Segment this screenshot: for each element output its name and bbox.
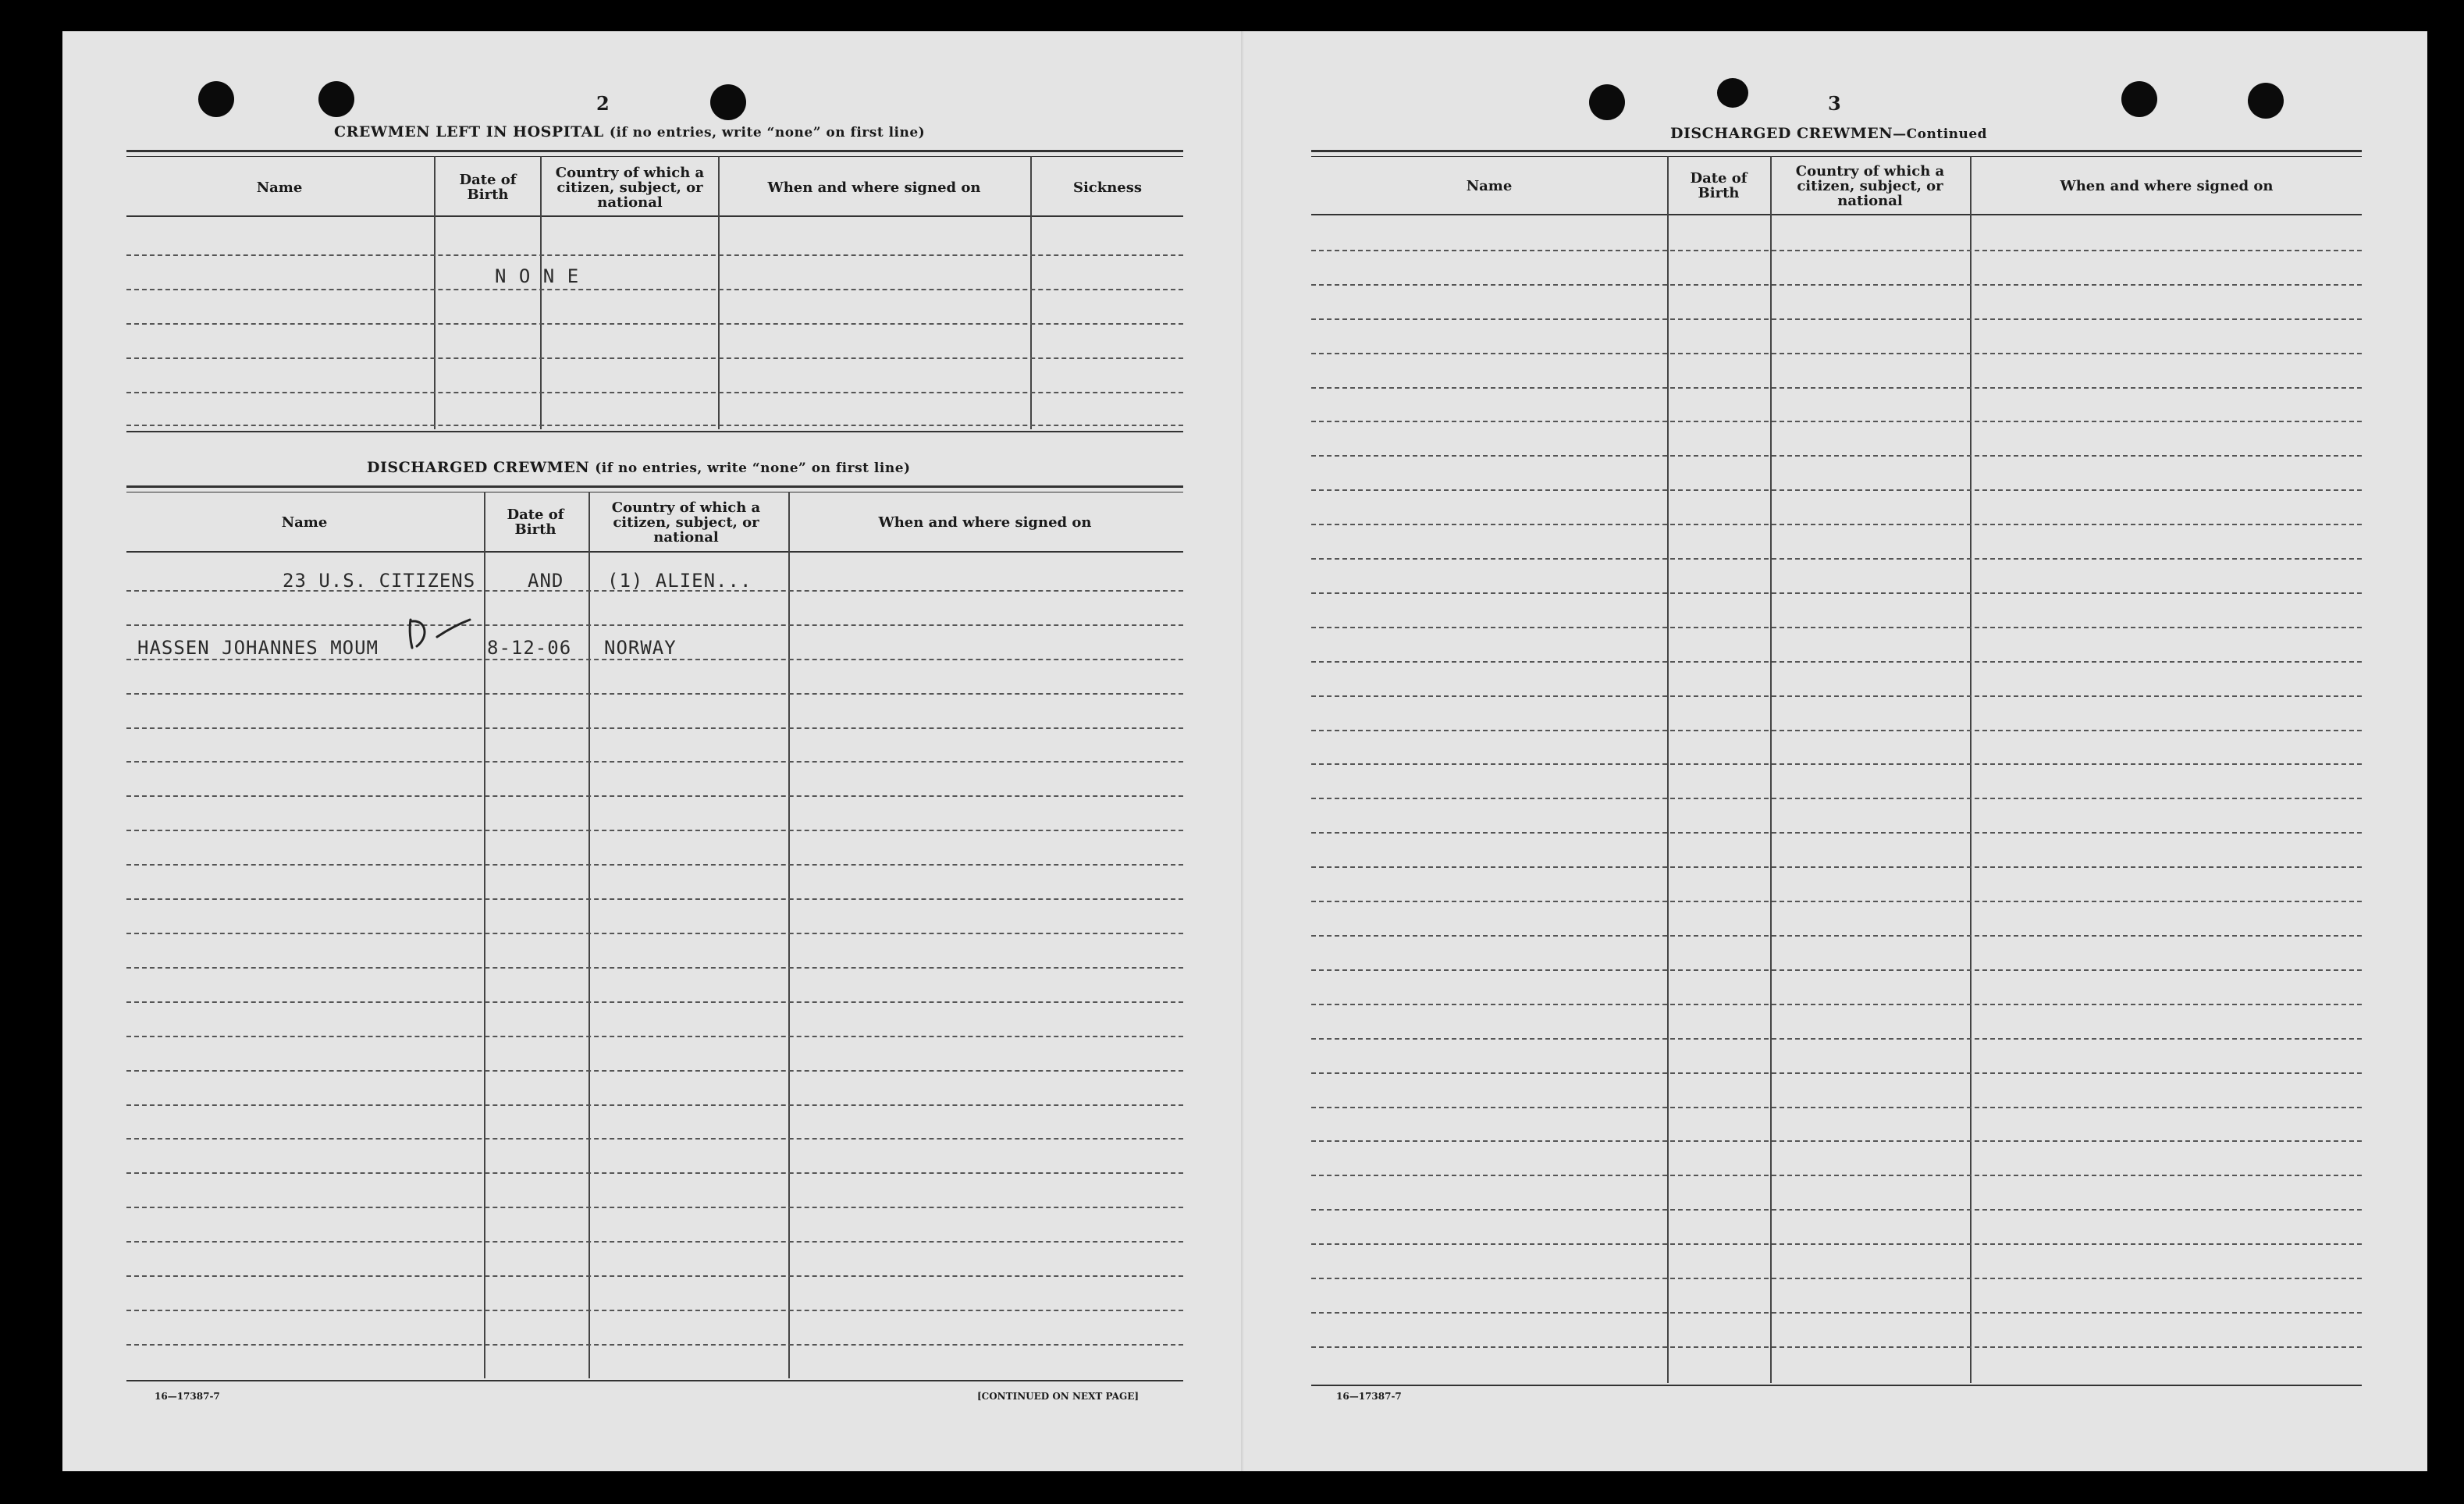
table-bottom-rule — [126, 1380, 1183, 1381]
entry-line — [1311, 455, 2362, 457]
entry-line — [1311, 730, 2362, 731]
column-divider — [540, 156, 542, 429]
entry-line — [126, 864, 1183, 866]
punch-hole — [2248, 83, 2284, 119]
entry-line — [126, 693, 1183, 695]
entry-line — [1311, 1140, 2362, 1142]
entry-line — [1311, 387, 2362, 389]
entry-line — [1311, 489, 2362, 491]
entry-country: NORWAY — [604, 637, 677, 659]
discharged-section-title — [367, 459, 911, 476]
entry-dob: AND — [528, 570, 564, 592]
entry-line — [126, 967, 1183, 969]
entry-line — [126, 1070, 1183, 1072]
entry-line — [1311, 798, 2362, 799]
discharged-subtitle: (if no entries, write “none” on first line) — [595, 460, 911, 476]
entry-line — [126, 898, 1183, 900]
entry-line — [1311, 558, 2362, 560]
entry-line — [1311, 318, 2362, 320]
form-number: 16—17387-7 — [155, 1391, 220, 1402]
page-fold — [1241, 31, 1244, 1471]
entry-line — [126, 1207, 1183, 1208]
entry-line — [1311, 935, 2362, 937]
entry-line — [126, 289, 1183, 290]
entry-line — [1311, 1072, 2362, 1074]
entry-line — [1311, 1278, 2362, 1279]
entry-line — [1311, 524, 2362, 525]
entry-line — [1311, 1346, 2362, 1348]
entry-line — [126, 727, 1183, 729]
column-header-sickness: Sickness — [1072, 179, 1143, 196]
entry-line — [1311, 250, 2362, 251]
entry-line — [1311, 901, 2362, 902]
column-divider — [1667, 156, 1669, 1383]
entry-line — [1311, 592, 2362, 594]
column-header-name: Name — [256, 179, 303, 196]
table-bottom-rule — [1311, 1385, 2362, 1386]
entry-name: HASSEN JOHANNES MOUM — [137, 637, 379, 659]
header-rule — [126, 551, 1183, 553]
punch-hole — [1589, 84, 1625, 120]
form-number: 16—17387-7 — [1336, 1391, 1402, 1402]
entry-dob: 8-12-06 — [487, 637, 572, 659]
entry-line — [126, 1036, 1183, 1037]
entry-line — [1311, 1312, 2362, 1314]
handwritten-check-mark — [406, 613, 476, 652]
column-header-name: Name — [1466, 177, 1513, 194]
column-header-country: Country of which a citizen, subject, or national — [611, 499, 761, 546]
entry-line — [126, 1172, 1183, 1174]
column-divider — [1970, 156, 1972, 1383]
column-header-signed-on: When and where signed on — [2060, 177, 2274, 194]
entry-country: (1) ALIEN... — [607, 570, 752, 592]
entry-line — [126, 357, 1183, 359]
column-header-name: Name — [281, 514, 328, 531]
discharged-title: DISCHARGED CREWMEN — [367, 459, 590, 476]
entry-line — [1311, 1175, 2362, 1176]
entry-line — [126, 1104, 1183, 1106]
column-divider — [1030, 156, 1032, 429]
column-divider — [718, 156, 720, 429]
page-number: 3 — [1828, 92, 1841, 115]
table-top-rule — [1311, 150, 2362, 157]
entry-line — [126, 795, 1183, 797]
entry-line — [126, 1310, 1183, 1311]
column-header-country: Country of which a citizen, subject, or national — [1795, 162, 1945, 209]
entry-line — [1311, 969, 2362, 971]
column-header-signed-on: When and where signed on — [767, 179, 981, 196]
hospital-section-title — [334, 123, 925, 140]
column-header-signed-on: When and where signed on — [878, 514, 1092, 531]
entry-line — [126, 624, 1183, 626]
entry-line — [1311, 1038, 2362, 1040]
entry-line — [1311, 627, 2362, 628]
entry-line — [126, 323, 1183, 325]
header-rule — [126, 215, 1183, 217]
entry-line — [1311, 866, 2362, 868]
entry-line — [1311, 1004, 2362, 1005]
hospital-none-entry: N O N E — [495, 265, 580, 287]
entry-line — [1311, 421, 2362, 422]
entry-line — [1311, 661, 2362, 663]
hospital-title: CREWMEN LEFT IN HOSPITAL — [334, 123, 604, 140]
page-number: 2 — [596, 92, 610, 115]
entry-line — [126, 830, 1183, 831]
entry-line — [126, 254, 1183, 256]
punch-hole — [318, 81, 354, 117]
column-header-dob: Date of Birth — [1690, 170, 1748, 201]
continued-note: [CONTINUED ON NEXT PAGE] — [977, 1391, 1140, 1402]
entry-line — [1311, 695, 2362, 697]
entry-line — [126, 1344, 1183, 1346]
column-header-dob: Date of Birth — [507, 507, 564, 538]
header-rule — [1311, 214, 2362, 215]
entry-line — [1311, 1243, 2362, 1245]
punch-hole — [198, 81, 234, 117]
column-header-dob: Date of Birth — [459, 172, 517, 203]
entry-line — [1311, 763, 2362, 765]
entry-line — [126, 761, 1183, 763]
entry-line — [126, 659, 1183, 660]
entry-line — [1311, 284, 2362, 286]
entry-line — [126, 1241, 1183, 1243]
column-divider — [1770, 156, 1772, 1383]
table-top-rule — [126, 485, 1183, 492]
entry-name: 23 U.S. CITIZENS — [283, 570, 476, 592]
discharged-continued-title — [1670, 125, 1987, 142]
entry-line — [126, 1001, 1183, 1003]
entry-line — [1311, 1209, 2362, 1211]
entry-line — [1311, 832, 2362, 834]
discharged-title: DISCHARGED CREWMEN — [1670, 125, 1893, 142]
table-bottom-rule — [126, 431, 1183, 432]
entry-line — [1311, 1107, 2362, 1108]
document-sheet — [62, 31, 2427, 1471]
table-top-rule — [126, 150, 1183, 157]
continued-label: —Continued — [1893, 126, 1988, 142]
column-header-country: Country of which a citizen, subject, or national — [555, 164, 705, 211]
punch-hole — [2121, 81, 2157, 117]
entry-line — [126, 1275, 1183, 1277]
entry-line — [126, 1138, 1183, 1140]
punch-hole — [710, 84, 746, 120]
punch-hole — [1717, 78, 1748, 108]
entry-line — [1311, 353, 2362, 354]
entry-line — [126, 392, 1183, 393]
entry-line — [126, 933, 1183, 934]
entry-line — [126, 425, 1183, 426]
column-divider — [434, 156, 436, 429]
hospital-subtitle: (if no entries, write “none” on first line) — [609, 125, 926, 140]
